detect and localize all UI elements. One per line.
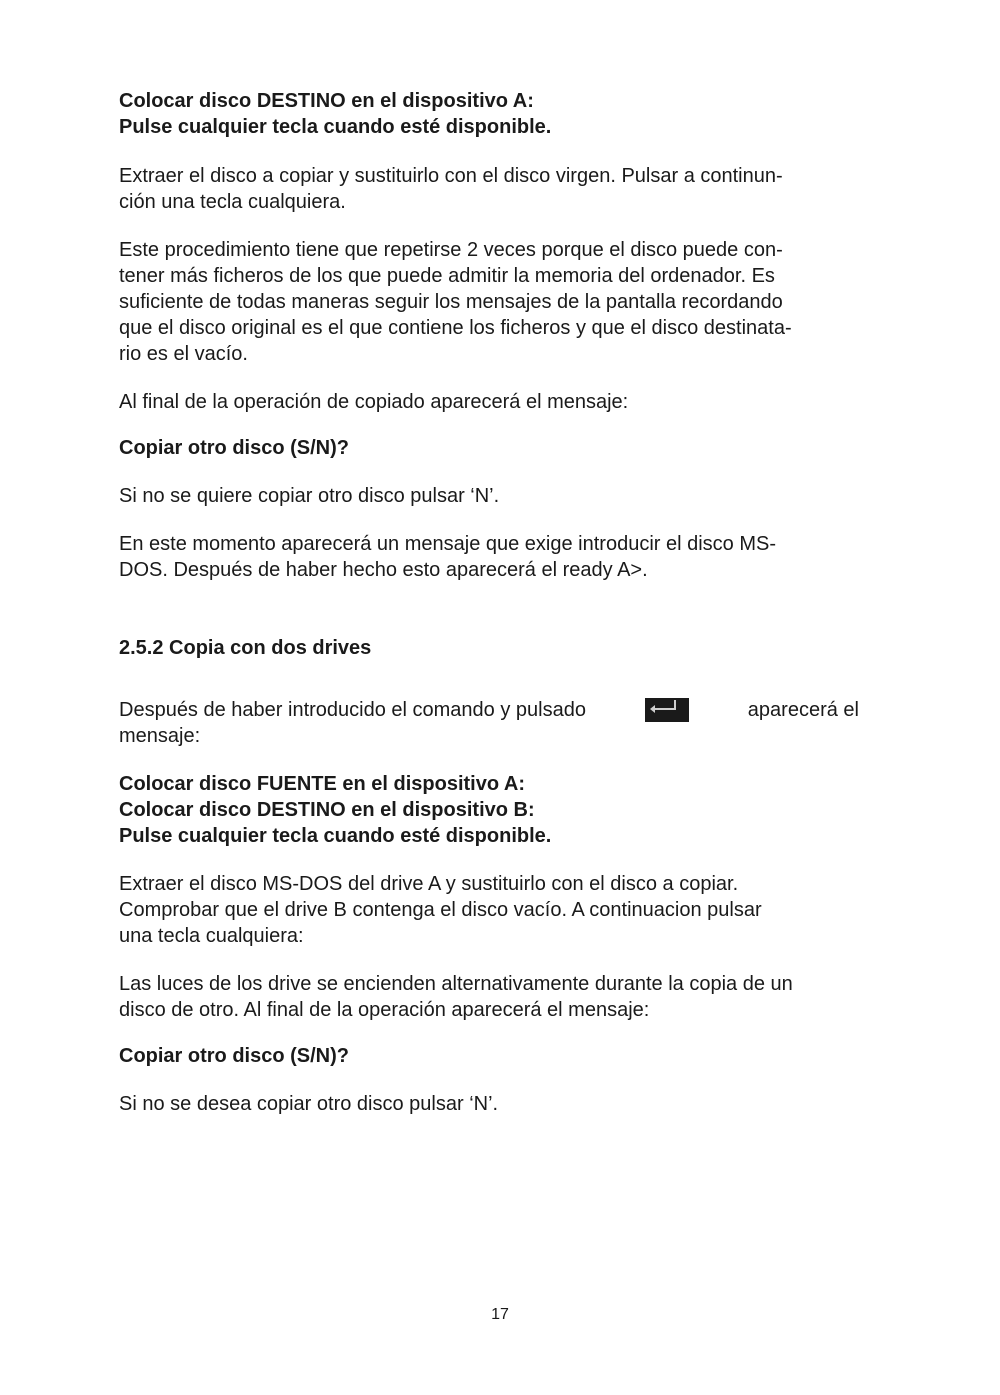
- message-line: Colocar disco DESTINO en el dispositivo A:: [119, 90, 534, 112]
- paragraph-despues: [119, 697, 859, 749]
- paragraph-line: DOS. Después de haber hecho esto aparecerá el ready A>.: [119, 559, 648, 581]
- message-copiar-otro-1: [119, 435, 859, 461]
- paragraph-line: una tecla cualquiera:: [119, 925, 304, 947]
- message-line: Colocar disco DESTINO en el dispositivo B:: [119, 799, 535, 821]
- paragraph-procedimiento: [119, 237, 859, 367]
- message-line: Colocar disco FUENTE en el dispositivo A:: [119, 773, 525, 795]
- paragraph-no-copiar-2: [119, 1091, 859, 1117]
- paragraph-line: Si no se desea copiar otro disco pulsar ‘N’.: [119, 1093, 499, 1115]
- paragraph-line: mensaje:: [119, 725, 201, 747]
- paragraph-luces: [119, 971, 859, 1023]
- paragraph-no-copiar-1: [119, 483, 859, 509]
- paragraph-line: Extraer el disco MS-DOS del drive A y sustituirlo con el disco a copiar.: [119, 873, 739, 895]
- paragraph-text: aparecerá el: [747, 699, 859, 721]
- page-content: [119, 88, 859, 1117]
- paragraph-line: [119, 697, 859, 723]
- paragraph-line: En este momento aparecerá un mensaje que exige introducir el disco MS-: [119, 533, 777, 555]
- section-title-text: 2.5.2 Copia con dos drives: [119, 637, 372, 659]
- paragraph-line: Las luces de los drive se encienden alternativamente durante la copia de un: [119, 973, 793, 995]
- message-line: Pulse cualquier tecla cuando esté disponible.: [119, 825, 552, 847]
- message-dos-drives: [119, 771, 859, 849]
- section-title: [119, 635, 859, 661]
- paragraph-line: suficiente de todas maneras seguir los mensajes de la pantalla recordando: [119, 291, 783, 313]
- paragraph-final-copiado: [119, 389, 859, 415]
- paragraph-line: Este procedimiento tiene que repetirse 2 veces porque el disco puede con-: [119, 239, 783, 261]
- paragraph-line: rio es el vacío.: [119, 343, 248, 365]
- paragraph-line: Comprobar que el drive B contenga el disco vacío. A continuacion pulsar: [119, 899, 762, 921]
- page-number: 17: [491, 1306, 509, 1323]
- paragraph-line: Si no se quiere copiar otro disco pulsar ‘N’.: [119, 485, 500, 507]
- paragraph-line: que el disco original es el que contiene los ficheros y que el disco destinata-: [119, 317, 792, 339]
- paragraph-extraer: [119, 163, 859, 215]
- paragraph-line: Extraer el disco a copiar y sustituirlo con el disco virgen. Pulsar a continun-: [119, 165, 783, 187]
- paragraph-line: tener más ficheros de los que puede admitir la memoria del ordenador. Es: [119, 265, 775, 287]
- paragraph-text: Después de haber introducido el comando y pulsado: [119, 699, 586, 721]
- paragraph-extraer-msdos: [119, 871, 859, 949]
- paragraph-line: ción una tecla cualquiera.: [119, 191, 346, 213]
- message-copiar-otro-2: [119, 1043, 859, 1069]
- enter-key-icon: [645, 698, 689, 722]
- message-line: Copiar otro disco (S/N)?: [119, 437, 349, 459]
- paragraph-momento: [119, 531, 859, 583]
- message-destino-a: [119, 88, 859, 140]
- paragraph-line: disco de otro. Al final de la operación aparecerá el mensaje:: [119, 999, 650, 1021]
- paragraph-line: Al final de la operación de copiado aparecerá el mensaje:: [119, 391, 629, 413]
- message-line: Copiar otro disco (S/N)?: [119, 1045, 349, 1067]
- message-line: Pulse cualquier tecla cuando esté disponible.: [119, 116, 552, 138]
